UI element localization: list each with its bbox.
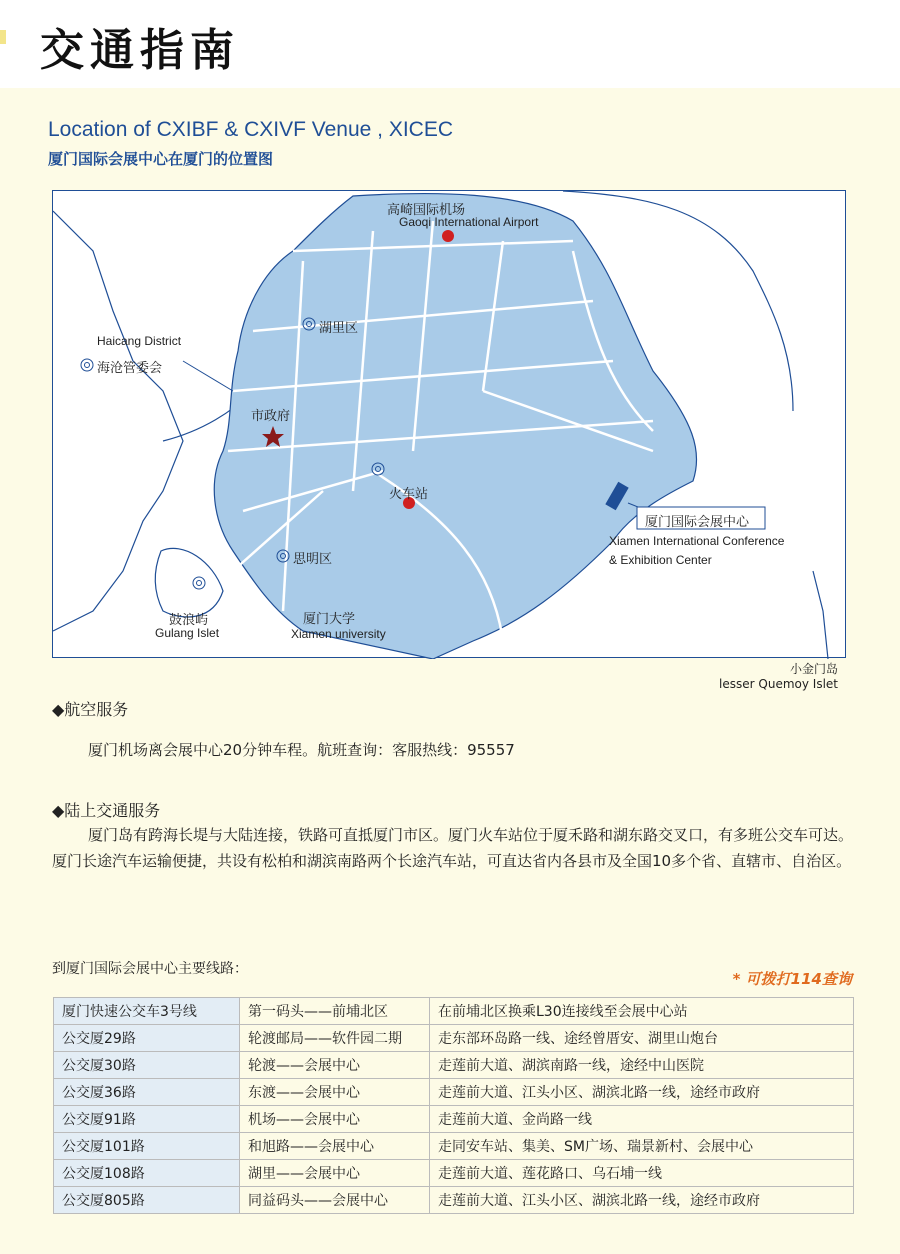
route-name: 公交厦29路 [54, 1025, 240, 1052]
table-row [54, 1187, 854, 1214]
xmu-label-cn: 厦门大学 [303, 612, 356, 627]
route-name: 公交厦805路 [54, 1187, 240, 1214]
map-title-en: Location of CXIBF & CXIVF Venue , XICEC [48, 118, 454, 141]
table-row [54, 1133, 854, 1160]
table-row [54, 1160, 854, 1187]
table-row [54, 998, 854, 1025]
siming-label: 思明区 [293, 552, 333, 567]
quemoy-label [719, 662, 838, 692]
huli-label: 湖里区 [319, 321, 359, 336]
route-path: 走东部环岛路一线、途经曾厝安、湖里山炮台 [430, 1025, 854, 1052]
gulang-island [155, 548, 223, 617]
route-path: 走莲前大道、金尚路一线 [430, 1106, 854, 1133]
route-path: 走同安车站、集美、SM广场、瑞景新村、会展中心 [430, 1133, 854, 1160]
table-row [54, 1025, 854, 1052]
xmu-label-en: Xiamen university [291, 627, 386, 641]
route-endpoints: 轮渡——会展中心 [240, 1052, 430, 1079]
air-service-heading: ◆航空服务 [52, 700, 129, 719]
map-title-cn: 厦门国际会展中心在厦门的位置图 [48, 150, 274, 168]
route-endpoints: 轮渡邮局——软件园二期 [240, 1025, 430, 1052]
route-path: 走莲前大道、江头小区、湖滨北路一线，途经市政府 [430, 1187, 854, 1214]
location-map [52, 190, 846, 658]
route-name: 公交厦36路 [54, 1079, 240, 1106]
header-accent [0, 30, 6, 44]
route-endpoints: 东渡——会展中心 [240, 1079, 430, 1106]
haicang-label-cn: 海沧管委会 [97, 361, 163, 376]
venue-label-en-2: & Exhibition Center [609, 553, 712, 567]
airport-label-en: Gaoqi International Airport [399, 215, 539, 229]
xiamen-island [214, 194, 696, 659]
route-path: 走莲前大道、莲花路口、乌石埔一线 [430, 1160, 854, 1187]
venue-label-en-1: Xiamen International Conference [609, 534, 785, 548]
train-station-label: 火车站 [389, 487, 429, 502]
quemoy-label-cn: 小金门岛 [789, 662, 838, 676]
city-government-label: 市政府 [251, 409, 291, 424]
route-name: 公交厦91路 [54, 1106, 240, 1133]
quemoy-label-en: lesser Quemoy Islet [719, 677, 838, 691]
venue-label-cn: 厦门国际会展中心 [645, 515, 750, 530]
airport-label-cn: 高崎国际机场 [387, 203, 466, 218]
table-row [54, 1106, 854, 1133]
route-endpoints: 湖里——会展中心 [240, 1160, 430, 1187]
routes-note: * 可拨打114查询 [732, 970, 852, 988]
route-path: 走莲前大道、湖滨南路一线，途经中山医院 [430, 1052, 854, 1079]
mainland-coast [53, 211, 183, 631]
routes-table [53, 997, 854, 1214]
page-title: 交通指南 [40, 25, 240, 76]
table-row [54, 1079, 854, 1106]
route-endpoints: 和旭路——会展中心 [240, 1133, 430, 1160]
routes-heading: 到厦门国际会展中心主要线路： [52, 961, 248, 977]
gulang-label-en: Gulang Islet [155, 626, 220, 640]
route-name: 厦门快速公交车3号线 [54, 998, 240, 1025]
land-service-text: 厦门岛有跨海长堤与大陆连接，铁路可直抵厦门市区。厦门火车站位于厦禾路和湖东路交叉口，有多班公交车可达。厦门长途汽车运输便捷，共设有松柏和湖滨南路两个长途汽车站，可直达省内各县市及全国10多个省、直辖市、自治区。 [52, 826, 854, 870]
route-endpoints: 机场——会展中心 [240, 1106, 430, 1133]
route-path: 在前埔北区换乘L30连接线至会展中心站 [430, 998, 854, 1025]
airport-marker [442, 230, 454, 242]
haicang-label-en: Haicang District [97, 334, 182, 348]
route-name: 公交厦108路 [54, 1160, 240, 1187]
route-endpoints: 第一码头——前埔北区 [240, 998, 430, 1025]
map-graphic [53, 191, 847, 659]
air-service-text: 厦门机场离会展中心20分钟车程。航班查询：客服热线：95557 [88, 741, 515, 759]
route-name: 公交厦30路 [54, 1052, 240, 1079]
route-endpoints: 同益码头——会展中心 [240, 1187, 430, 1214]
table-row [54, 1052, 854, 1079]
route-name: 公交厦101路 [54, 1133, 240, 1160]
gulang-label-cn: 鼓浪屿 [169, 613, 209, 628]
land-service-heading: ◆陆上交通服务 [52, 801, 161, 820]
page-header [0, 0, 900, 88]
route-path: 走莲前大道、江头小区、湖滨北路一线，途经市政府 [430, 1079, 854, 1106]
